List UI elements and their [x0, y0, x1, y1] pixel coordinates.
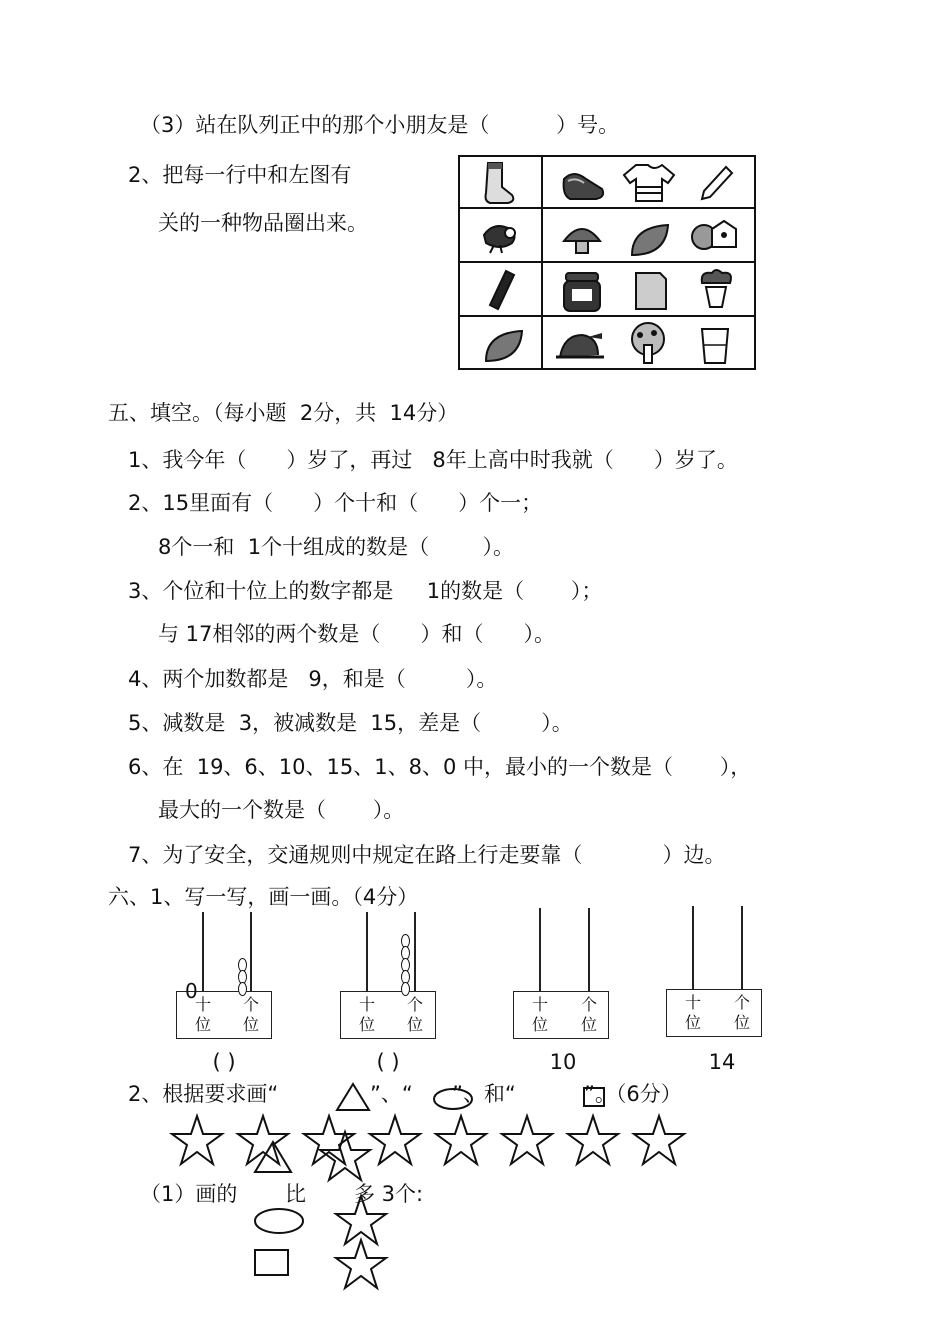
tens-label: 十: [531, 995, 548, 1014]
birdhouse-tree-icon: [688, 215, 738, 259]
ones-sub: 位: [580, 1015, 597, 1034]
pencil-icon: [696, 163, 736, 207]
fill-item-4: 4、两个加数都是 9，和是（ ）。: [128, 667, 498, 691]
ones-sub: 位: [242, 1015, 259, 1034]
fill-item-6b: 最大的一个数是（ ）。: [158, 798, 405, 822]
q2-draw-sep1: ”、“: [370, 1082, 413, 1106]
oval-icon: [254, 1207, 308, 1237]
abacus-rod-tens: [202, 912, 204, 992]
leaf-icon: [482, 327, 526, 367]
leaf-icon: [628, 221, 672, 261]
q2-draw-sep2: ”、和“: [452, 1082, 516, 1106]
q2-draw-suffix: ”。（6分）: [584, 1082, 682, 1106]
fill-item-5: 5、减数是 3，被减数是 15，差是（ ）。: [128, 711, 573, 735]
star-icon: [634, 1116, 684, 1164]
shoe-icon: [560, 165, 608, 205]
book-icon: [628, 269, 672, 315]
fill-item-3a: 3、个位和十位上的数字都是 1的数是（ ）；: [128, 579, 603, 603]
fill-item-2b: 8个一和 1个十组成的数是（ ）。: [158, 535, 514, 559]
ones-sub: 位: [733, 1013, 750, 1032]
star-icon: [502, 1116, 552, 1164]
tree-icon: [626, 321, 672, 367]
q3-middle-child: （3）站在队列正中的那个小朋友是（ ）号。: [140, 113, 620, 137]
abacus-rod-tens: [366, 912, 368, 992]
star-icon: [436, 1116, 486, 1164]
ones-label: 个: [242, 995, 259, 1014]
q2-instruction-line2: 关的一种物品圈出来。: [158, 211, 368, 235]
square-icon: [254, 1249, 292, 1279]
tens-label: 十: [684, 993, 701, 1012]
q2-draw-prefix: 2、根据要求画“: [128, 1082, 279, 1106]
crayon-icon: [484, 269, 518, 315]
tens-sub: 位: [194, 1015, 211, 1034]
section6-q1-title: 六、1、写一写，画一画。（4分）: [108, 885, 419, 909]
q2-sub1-text-c: 多 3个:: [354, 1182, 424, 1206]
fill-item-2a: 2、15里面有（ ）个十和（ ）个一；: [128, 491, 543, 515]
tshirt-icon: [622, 161, 676, 205]
abacus-bead: [401, 982, 410, 996]
triangle-icon: [253, 1140, 293, 1174]
mushroom-icon: [560, 221, 604, 261]
tens-label: 十: [194, 995, 211, 1014]
abacus-caption: ( ): [376, 1050, 400, 1074]
jar-icon: [560, 269, 606, 315]
q2-sub1-text-b: 比: [285, 1182, 306, 1206]
star-icon: [336, 1238, 388, 1290]
glass-icon: [696, 323, 736, 369]
flowerpot-icon: [694, 267, 740, 313]
star-icon: [172, 1116, 222, 1164]
abacus-rod-tens: [692, 906, 694, 990]
section5-title: 五、填空。（每小题 2分，共 14分）: [108, 401, 459, 425]
bird-icon: [478, 215, 524, 259]
ones-label: 个: [733, 993, 750, 1012]
sock-icon: [480, 161, 520, 205]
abacus-rod-ones: [414, 912, 416, 992]
abacus-caption: ( ): [212, 1050, 236, 1074]
fill-item-3b: 与 17相邻的两个数是（ ）和（ ）。: [158, 622, 555, 646]
abacus-bead: [238, 982, 247, 996]
abacus-rod-ones: [250, 912, 252, 992]
abacus-rod-ones: [588, 908, 590, 992]
ones-label: 个: [406, 995, 423, 1014]
fill-item-7: 7、为了安全，交通规则中规定在路上行走要靠（ ）边。: [128, 843, 726, 867]
abacus-caption: 14: [708, 1050, 736, 1074]
tens-sub: 位: [684, 1013, 701, 1032]
q2-instruction-line1: 2、把每一行中和左图有: [128, 163, 352, 187]
picture-grid: [458, 155, 756, 370]
star-icon: [320, 1130, 372, 1182]
hat-icon: [554, 327, 608, 367]
star-icon: [370, 1116, 420, 1164]
fill-item-1: 1、我今年（ ）岁了，再过 8年上高中时我就（ ）岁了。: [128, 448, 738, 472]
star-icon: [568, 1116, 618, 1164]
tens-sub: 位: [531, 1015, 548, 1034]
q2-sub1-text-a: （1）画的: [140, 1182, 238, 1206]
tens-digit: 0: [185, 979, 198, 1003]
abacus-rod-tens: [539, 908, 541, 992]
stars-row: [168, 1108, 688, 1178]
tens-sub: 位: [358, 1015, 375, 1034]
abacus-rod-ones: [741, 906, 743, 990]
ones-label: 个: [580, 995, 597, 1014]
abacus-caption: 10: [549, 1050, 577, 1074]
ones-sub: 位: [406, 1015, 423, 1034]
fill-item-6a: 6、在 19、6、10、15、1、8、0 中，最小的一个数是（ ），: [128, 755, 752, 779]
tens-label: 十: [358, 995, 375, 1014]
